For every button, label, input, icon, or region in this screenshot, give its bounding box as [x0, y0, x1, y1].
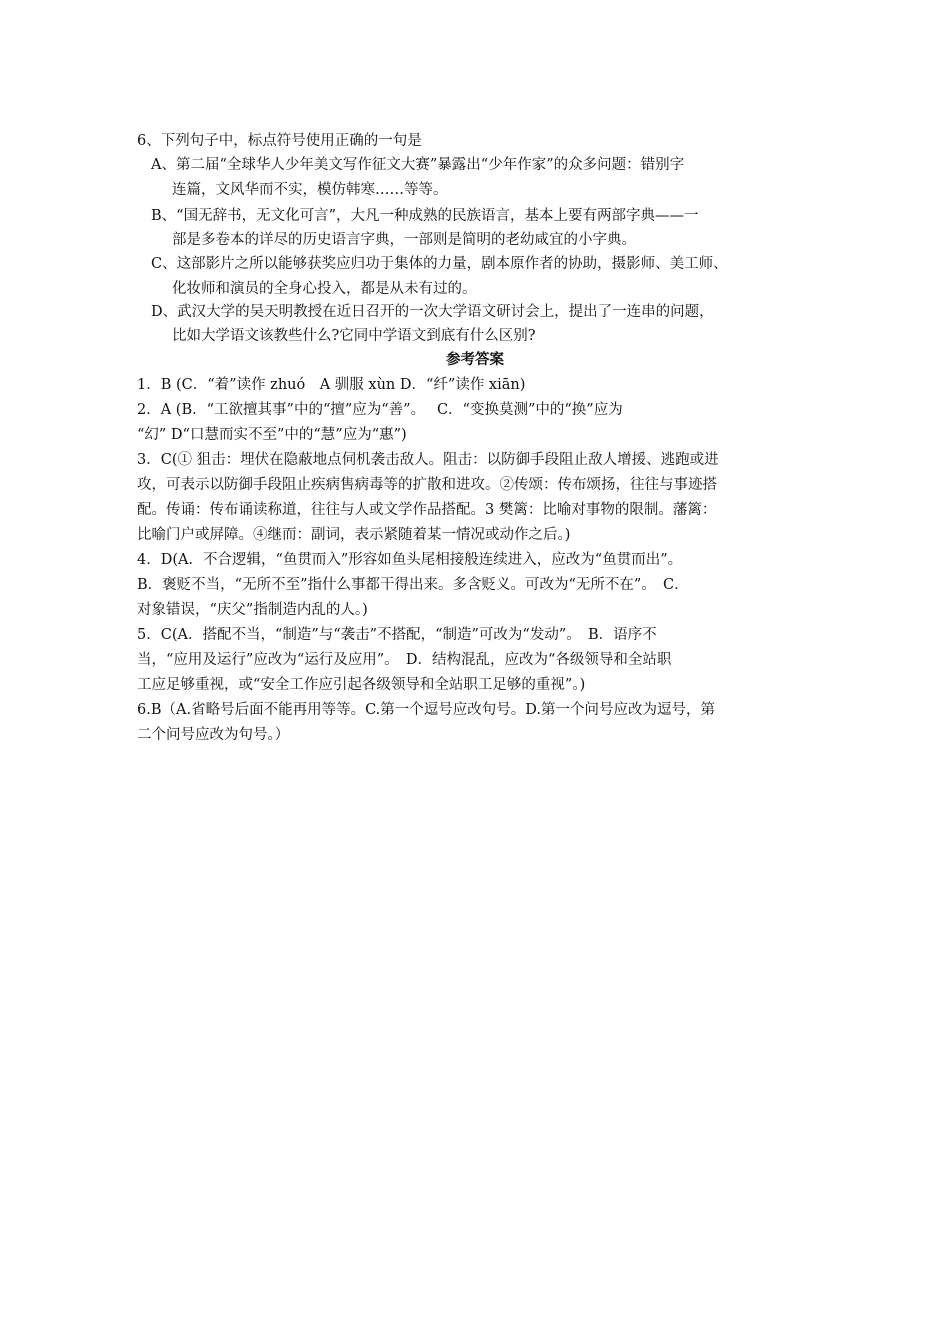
answer-line: 2．A (B．“工欲擅其事”中的“擅”应为“善”。 C．“变换莫测”中的“换”应为: [137, 402, 623, 418]
answers-title: 参考答案: [446, 351, 504, 368]
answer-line: 攻，可表示以防御手段阻止疾病售病毒等的扩散和进攻。②传颂：传布颂扬，往往与事迹搭: [137, 477, 717, 493]
option-d-line2: 比如大学语文该教些什么?它同中学语文到底有什么区别?: [172, 328, 536, 344]
option-c-line1: C、这部影片之所以能够获奖应归功于集体的力量，剧本原作者的协助，摄影师、美工师、: [151, 256, 728, 272]
answer-line: “幻” D“口慧而实不至”中的“慧”应为“惠”): [137, 427, 407, 443]
option-b-line2: 部是多卷本的详尽的历史语言字典，一部则是简明的老幼咸宜的小字典。: [172, 232, 636, 248]
answer-line: 4．D(A．不合逻辑，“鱼贯而入”形容如鱼头尾相接般连续进入，应改为“鱼贯而出”。: [137, 552, 683, 568]
answer-line: 工应足够重视，或“安全工作应引起各级领导和全站职工足够的重视”。): [137, 677, 586, 693]
answer-line: 对象错误，“庆父”指制造内乱的人。): [137, 602, 368, 618]
option-c-line2: 化妆师和演员的全身心投入，都是从未有过的。: [172, 281, 477, 297]
answer-line: B．褒贬不当，“无所不至”指什么事都干得出来。多含贬义。可改为“无所不在”。 C．: [137, 577, 689, 593]
answer-line: 1．B (C．“着”读作 zhuó A 驯服 xùn D．“纤”读作 xiān): [137, 377, 526, 393]
answer-line: 配。传诵：传布诵读称道，往往与人或文学作品搭配。3 樊篱：比喻对事物的限制。藩篱：: [137, 502, 717, 518]
answer-line: 二个问号应改为句号。）: [137, 727, 290, 743]
answer-line: 比喻门户或屏障。④继而：副词，表示紧随着某一情况或动作之后。): [137, 527, 571, 543]
option-b-line1: B、“国无辞书，无文化可言”，大凡一种成熟的民族语言，基本上要有两部字典——一: [151, 208, 699, 224]
answer-line: 6.B（A.省略号后面不能再用等等。C.第一个逗号应改句号。D.第一个问号应改为逗号，第: [137, 702, 715, 718]
answer-line: 3．C(① 狙击：埋伏在隐蔽地点伺机袭击敌人。阻击：以防御手段阻止敌人增援、逃跑或进: [137, 452, 719, 468]
answer-line: 5．C(A．搭配不当，“制造”与“袭击”不搭配，“制造”可改为“发动”。 B．语序不: [137, 627, 657, 643]
answer-line: 当，“应用及运行”应改为“运行及应用”。 D．结构混乱，应改为“各级领导和全站职: [137, 652, 672, 668]
option-a-line2: 连篇，文风华而不实，模仿韩寒……等等。: [172, 182, 448, 198]
option-d-line1: D、武汉大学的吴天明教授在近日召开的一次大学语文研讨会上，提出了一连串的问题，: [151, 304, 714, 320]
question-6-stem: 6、下列句子中，标点符号使用正确的一句是: [137, 133, 422, 149]
option-a-line1: A、第二届“全球华人少年美文写作征文大赛”暴露出“少年作家”的众多问题：错别字: [151, 157, 685, 173]
